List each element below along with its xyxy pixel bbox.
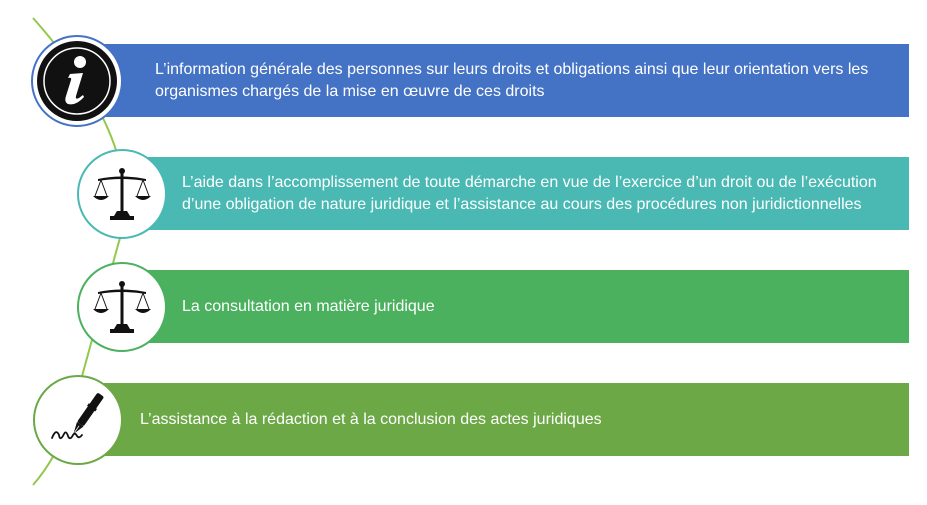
info-badge [31, 35, 123, 127]
scales-of-justice-icon [92, 164, 152, 224]
list-item-consultation [100, 270, 909, 343]
list-item-assistance-redaction [100, 383, 909, 456]
list-item-aide-demarche [100, 157, 909, 230]
pen-signature-icon [46, 388, 110, 452]
info-icon [36, 40, 118, 122]
pen-badge [33, 375, 123, 465]
item-2-text: L’aide dans l’accomplissement de toute démarche en vue de l’exercice d’un droit ou de l’exécution d’une obligation de nature juridique et l’assistance au cours des procédures non juridictionnelles [182, 173, 877, 213]
scales-of-justice-icon [92, 277, 152, 337]
scales-badge-1 [77, 149, 167, 239]
scales-badge-2 [77, 262, 167, 352]
item-4-text: L’assistance à la rédaction et à la conclusion des actes juridiques [140, 410, 602, 428]
item-1-text: L’information générale des personnes sur leurs droits et obligations ainsi que leur orientation vers les organismes chargés de la mise en œuvre de ces droits [155, 60, 869, 100]
list-item-information [100, 44, 909, 117]
item-3-text: La consultation en matière juridique [182, 297, 435, 315]
